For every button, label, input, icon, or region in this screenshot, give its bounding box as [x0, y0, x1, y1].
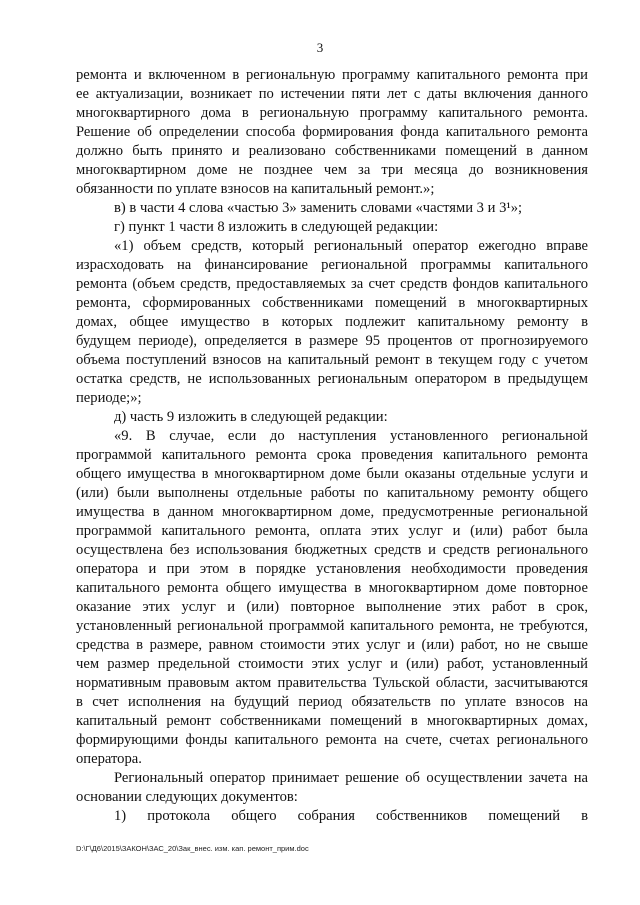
text-line: средства в размере, равном стоимости этих услуг и (или) работ, но не свыше — [76, 637, 588, 653]
text-line: в счет исполнения на будущий период обязательств по уплате взносов на — [76, 694, 588, 710]
text-line: чем размер предельной стоимости этих услуг и (или) работ, установленный — [76, 656, 588, 672]
text-line: капитальный ремонт собственниками помещений в многоквартирных домах, — [76, 713, 588, 729]
text-line: должно быть принято и реализовано собственниками помещений в данном — [76, 143, 588, 159]
text-line: программой капитального ремонта срока проведения капитального ремонта — [76, 447, 588, 463]
text-line: оператора. — [76, 751, 142, 767]
text-line: многоквартирном доме не позднее чем за три месяца до возникновения — [76, 162, 588, 178]
text-line: осуществлена без использования бюджетных средств и средств регионального — [76, 542, 588, 558]
text-line: общего имущества в многоквартирном доме были оказаны отдельные услуги и — [76, 466, 588, 482]
text-line: остатка средств, не использованных региональным оператором в предыдущем — [76, 371, 588, 387]
text-line: Решение об определении способа формирования фонда капитального ремонта — [76, 124, 588, 140]
text-line: 1) протокола общего собрания собственников помещений в — [114, 808, 588, 824]
text-line: ремонта (объем средств, предоставляемых за счет средств фондов капитального — [76, 276, 588, 292]
text-line: будущем периоде), определяется в размере 95 процентов от прогнозируемого — [76, 333, 588, 349]
text-line: «9. В случае, если до наступления установленного региональной — [114, 428, 588, 444]
file-path-footer: D:\Г\Д6\2015\ЗАКОН\ЗАС_20\Зак_внес. изм. кап. ремонт_прим.doc — [76, 844, 309, 853]
text-line: г) пункт 1 части 8 изложить в следующей редакции: — [114, 219, 439, 235]
text-line: многоквартирного дома в региональную программу капитального ремонта. — [76, 105, 588, 121]
text-line: в) в части 4 слова «частью 3» заменить словами «частями 3 и 3¹»; — [114, 200, 523, 216]
text-line: «1) объем средств, который региональный оператор ежегодно вправе — [114, 238, 588, 254]
text-line: периоде;»; — [76, 390, 142, 406]
text-line: установленный региональной программой капитального ремонта, не требуются, — [76, 618, 588, 634]
text-line: Региональный оператор принимает решение об осуществлении зачета на — [114, 770, 588, 786]
text-line: (или) были выполнены отдельные работы по капитальному ремонту общего — [76, 485, 588, 501]
text-line: д) часть 9 изложить в следующей редакции: — [114, 409, 388, 425]
text-line: нормативным правовым актом правительства Тульской области, засчитываются — [76, 675, 588, 691]
text-line: ее актуализации, возникает по истечении пяти лет с даты включения данного — [76, 86, 588, 102]
text-line: формирующими фонды капитального ремонта на счете, счетах регионального — [76, 732, 588, 748]
text-line: имущества в данном многоквартирном доме, предусмотренные региональной — [76, 504, 588, 520]
text-line: обязанности по уплате взносов на капитальный ремонт.»; — [76, 181, 435, 197]
text-line: капитального ремонта общего имущества в многоквартирном доме повторное — [76, 580, 588, 596]
text-line: домах, общее имущество в которых подлежит капитальному ремонту в — [76, 314, 588, 330]
text-line: израсходовать на финансирование региональной программы капитального — [76, 257, 588, 273]
text-line: ремонта и включенном в региональную программу капитального ремонта при — [76, 67, 588, 83]
text-line: программой капитального ремонта, оплата этих услуг и (или) работ была — [76, 523, 588, 539]
text-line: оператора и при этом в порядке установления необходимости проведения — [76, 561, 588, 577]
text-line: основании следующих документов: — [76, 789, 298, 805]
text-line: оказание этих услуг и (или) повторное выполнение этих работ в срок, — [76, 599, 588, 615]
page-number: 3 — [316, 40, 324, 55]
text-line: ремонта, сформированных собственниками помещений в многоквартирных — [76, 295, 588, 311]
text-line: объема поступлений взносов на капитальный ремонт в текущем году с учетом — [76, 352, 588, 368]
